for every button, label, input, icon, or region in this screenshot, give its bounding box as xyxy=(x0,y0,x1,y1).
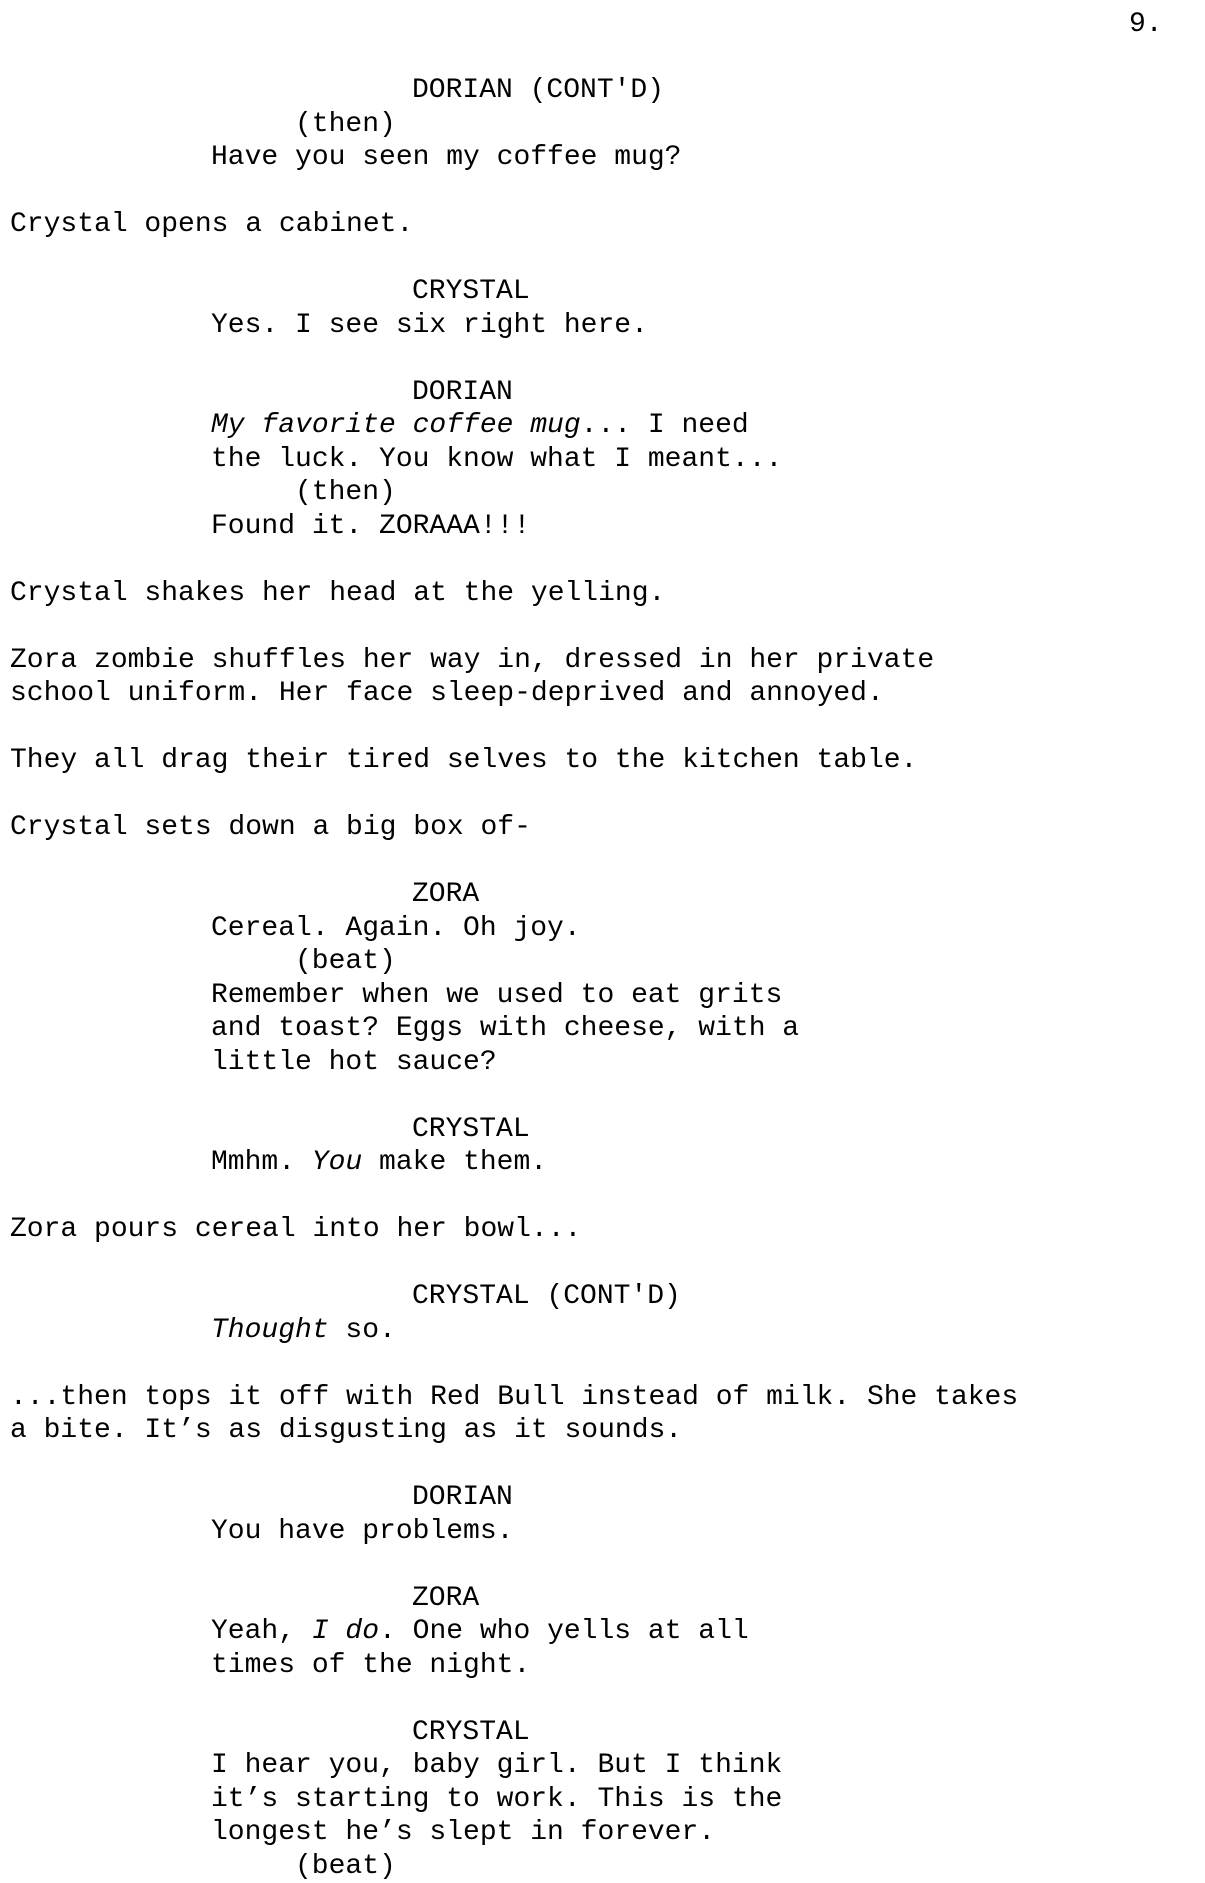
dialogue-line: Yes. I see six right here. xyxy=(0,309,1205,343)
dialogue-line: times of the night. xyxy=(0,1649,1205,1683)
blank-line xyxy=(0,1247,1205,1281)
blank-line xyxy=(0,1180,1205,1214)
dialogue-line xyxy=(0,1314,1205,1348)
blank-line xyxy=(0,1079,1205,1113)
character-name: DORIAN xyxy=(0,376,1205,410)
character-name: CRYSTAL xyxy=(0,1716,1205,1750)
action-line: Crystal shakes her head at the yelling. xyxy=(0,577,1205,611)
blank-line xyxy=(0,242,1205,276)
parenthetical: (beat) xyxy=(0,1850,1205,1883)
blank-line xyxy=(0,1548,1205,1582)
dialogue-line: little hot sauce? xyxy=(0,1046,1205,1080)
parenthetical: (beat) xyxy=(0,945,1205,979)
emphasis-text: My favorite coffee mug xyxy=(211,410,581,441)
page-number: 9. xyxy=(1129,8,1163,42)
action-line: They all drag their tired selves to the kitchen table. xyxy=(0,744,1205,778)
action-line: Zora pours cereal into her bowl... xyxy=(0,1213,1205,1247)
blank-line xyxy=(0,610,1205,644)
parenthetical: (then) xyxy=(0,476,1205,510)
dialogue-line: Have you seen my coffee mug? xyxy=(0,141,1205,175)
dialogue-line: I hear you, baby girl. But I think xyxy=(0,1749,1205,1783)
text-run: make them. xyxy=(362,1147,547,1178)
blank-line xyxy=(0,175,1205,209)
blank-line xyxy=(0,1682,1205,1716)
text-run: ... I need xyxy=(581,410,749,441)
character-name: CRYSTAL (CONT'D) xyxy=(0,1280,1205,1314)
dialogue-line: Cereal. Again. Oh joy. xyxy=(0,912,1205,946)
character-name: CRYSTAL xyxy=(0,275,1205,309)
action-line: Zora zombie shuffles her way in, dressed in her private xyxy=(0,644,1205,678)
script-body xyxy=(0,74,1205,1883)
text-run: Yeah, xyxy=(211,1616,312,1647)
emphasis-text: You xyxy=(312,1147,362,1178)
dialogue-line: it’s starting to work. This is the xyxy=(0,1783,1205,1817)
dialogue-line: Remember when we used to eat grits xyxy=(0,979,1205,1013)
action-line: Crystal opens a cabinet. xyxy=(0,208,1205,242)
character-name: DORIAN (CONT'D) xyxy=(0,74,1205,108)
character-name: DORIAN xyxy=(0,1481,1205,1515)
action-line: a bite. It’s as disgusting as it sounds. xyxy=(0,1414,1205,1448)
dialogue-line: the luck. You know what I meant... xyxy=(0,443,1205,477)
blank-line xyxy=(0,778,1205,812)
blank-line xyxy=(0,845,1205,879)
dialogue-line xyxy=(0,1615,1205,1649)
dialogue-line: Found it. ZORAAA!!! xyxy=(0,510,1205,544)
dialogue-line: and toast? Eggs with cheese, with a xyxy=(0,1012,1205,1046)
dialogue-line: longest he’s slept in forever. xyxy=(0,1816,1205,1850)
dialogue-line xyxy=(0,409,1205,443)
blank-line xyxy=(0,543,1205,577)
character-name: CRYSTAL xyxy=(0,1113,1205,1147)
dialogue-line: You have problems. xyxy=(0,1515,1205,1549)
character-name: ZORA xyxy=(0,1582,1205,1616)
action-line: ...then tops it off with Red Bull instead of milk. She takes xyxy=(0,1381,1205,1415)
parenthetical: (then) xyxy=(0,108,1205,142)
blank-line xyxy=(0,342,1205,376)
blank-line xyxy=(0,1448,1205,1482)
text-run: . One who yells at all xyxy=(379,1616,749,1647)
dialogue-line xyxy=(0,1146,1205,1180)
text-run: so. xyxy=(329,1315,396,1346)
blank-line xyxy=(0,711,1205,745)
blank-line xyxy=(0,1347,1205,1381)
action-line: school uniform. Her face sleep-deprived and annoyed. xyxy=(0,677,1205,711)
action-line: Crystal sets down a big box of- xyxy=(0,811,1205,845)
text-run: Mmhm. xyxy=(211,1147,312,1178)
character-name: ZORA xyxy=(0,878,1205,912)
emphasis-text: I do xyxy=(312,1616,379,1647)
emphasis-text: Thought xyxy=(211,1315,329,1346)
